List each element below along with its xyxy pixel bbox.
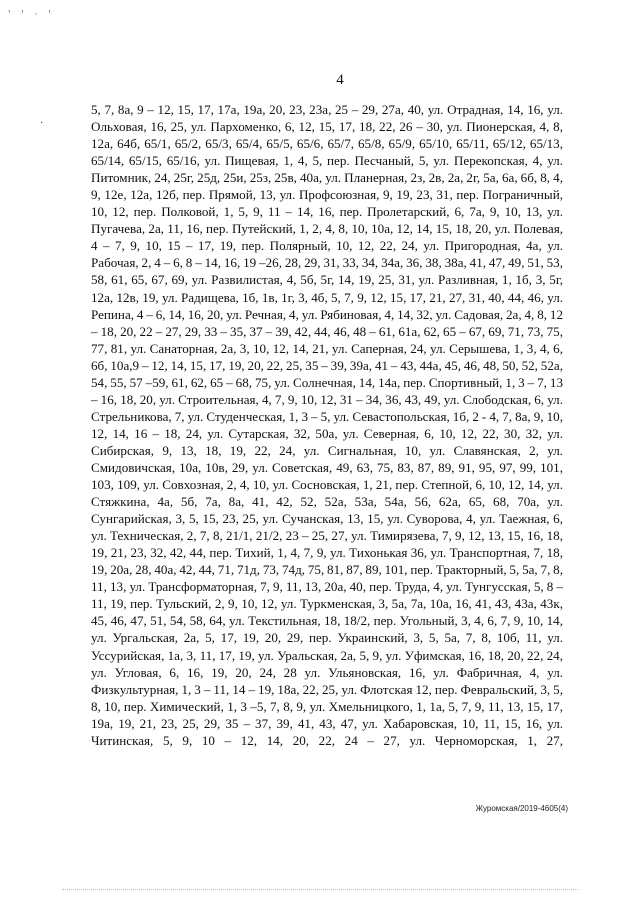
scan-corner-marks: ' ' · ' <box>8 10 55 20</box>
address-list-paragraph: 5, 7, 8а, 9 – 12, 15, 17, 17а, 19а, 20, 23, 23а, 25 – 29, 27а, 40, ул. Отрадная, 14, 16, ул. Ольховая, 16, 25, ул. Пархоменко, 6, 12, 15, 17, 18, 22, 26 – 30, ул. Пионерская, 4, 8, 12а, 64б, 65/1, 65/2, 65/3, 65/4, 65/5, 65/6, 65/7, 65/8, 65/9, 65/10, 65/11, 65/12, 65/13, 65/14, 65/15, 65/16, ул. Пищевая, 1, 4, 5, пер. Песчаный, 5, ул. Перекопская, 4, ул. Питомник, 24, 25г, 25д, 25и, 25з, 25в, 40а, ул. Планерная, 2з, 2в, 2а, 2г, 5а, 6а, 6б, 8, 4, 9, 12е, 12а, 12б, пер. Прямой, 13, ул. Профсоюзная, 9, 19, 23, 31, пер. Пограничный, 10, 12, пер. Полковой, 1, 5, 9, 11 – 14, 16, пер. Пролетарский, 6, 7а, 9, 10, 13, ул. Пугачева, 2а, 11, 16, пер. Путейский, 1, 2, 4, 8, 10, 10а, 12, 14, 15, 18, 20, ул. Полевая, 4 – 7, 9, 10, 15 – 17, 19, пер. Полярный, 10, 12, 22, 24, ул. Пригородная, 4а, ул. Рабочая, 2, 4 – 6, 8 – 14, 16, 19 –26, 28, 29, 31, 33, 34, 34а, 36, 38, 38а, 41, 47, 49, 51, 53, 58, 61, 65, 67, 69, ул. Развилистая, 4, 5б, 5г, 14, 19, 25, 31, ул. Разливная, 1, 1б, 3, 5г, 12а, 12в, 19, ул. Радищева, 1б, 1в, 1г, 3, 4б, 5, 7, 9, 12, 15, 17, 21, 27, 31, 40, 44, 46, ул. Репина, 4 – 6, 14, 16, 20, ул. Речная, 4, ул. Рябиновая, 4, 14, 32, ул. Садовая, 2а, 4, 8, 12 – 18, 20, 22 – 27, 29, 33 – 35, 37 – 39, 42, 44, 46, 48 – 61, 61а, 62, 65 – 67, 69, 71, 73, 75, 77, 81, ул. Санаторная, 2а, 3, 10, 12, 14, 21, ул. Саперная, 24, ул. Серышева, 1, 3, 4, 6, 6б, 10а,9 – 12, 14, 15, 17, 19, 20, 22, 25, 35 – 39, 39а, 41 – 43, 44а, 45, 46, 48, 50, 52, 52а, 54, 55, 57 –59, 61, 62, 65 – 68, 75, ул. Солнечная, 14, 14а, пер. Спортивный, 1, 3 – 7, 13 – 16, 18, 20, ул. Строительная, 4, 7, 9, 10, 12, 31 – 34, 36, 43, 49, ул. Слободская, 6, ул. Стрельникова, 7, ул. Студенческая, 1, 3 – 5, ул. Севастопольская, 1б, 2 - 4, 7, 8а, 9, 10, 12, 14, 16 – 18, 24, ул. Сутарская, 32, 50а, ул. Северная, 6, 10, 12, 22, 30, 32, ул. Сибирская, 9, 13, 18, 19, 22, 24, ул. Сигнальная, 10, ул. Славянская, 2, ул. Смидовичская, 10а, 10в, 29, ул. Советская, 49, 63, 75, 83, 87, 89, 91, 95, 97, 99, 101, 103, 109, ул. Совхозная, 2, 4, 10, ул. Сосновская, 1, 21, пер. Степной, 6, 10, 12, 14, ул. Стяжкина, 4а, 5б, 7а, 8а, 41, 42, 52, 52а, 53а, 54а, 56, 62а, 65, 68, 70а, ул. Сунгарийская, 3, 5, 15, 23, 25, ул. Сучанская, 13, 15, ул. Суворова, 4, ул. Таежная, 6, ул. Техническая, 2, 7, 8, 21/1, 21/2, 23 – 25, 27, ул. Тимирязева, 7, 9, 12, 13, 15, 16, 18, 19, 21, 23, 32, 42, 44, пер. Тихий, 1, 4, 7, 9, ул. Тихонькая 36, ул. Транспортная, 7, 18, 19, 20а, 28, 40а, 42, 44, 71, 71д, 73, 74д, 75, 81, 87, 89, 101, пер. Тракторный, 5, 5а, 7, 8, 11, 13, ул. Трансформаторная, 7, 9, 11, 13, 20а, 40, пер. Труда, 4, ул. Тунгусская, 5, 8 – 11, 19, пер. Тульский, 2, 9, 10, 12, ул. Туркменская, 3, 5а, 7а, 10а, 16, 41, 43, 43а, 43к, 45, 46, 47, 51, 54, 58, 64, ул. Текстильная, 18, 18/2, пер. Угольный, 3, 4, 6, 7, 9, 10, 14, ул. Ургальская, 2а, 5, 17, 19, 20, 29, пер. Украинский, 3, 5, 5а, 7, 8, 10б, 11, ул. Уссурийская, 1а, 3, 11, 17, 19, ул. Уральская, 2а, 5, 9, ул. Уфимская, 16, 18, 20, 22, 24, ул. Угловая, 6, 16, 19, 20, 24, 28 ул. Ульяновская, 16, ул. Фабричная, 4, ул. Физкультурная, 1, 3 – 11, 14 – 19, 18а, 22, 25, ул. Флотская 12, пер. Февральский, 3, 5, 8, 10, пер. Химический, 1, 3 –5, 7, 8, 9, ул. Хмельницкого, 1, 1а, 5, 7, 9, 11, 13, 15, 17, 19а, 19, 21, 23, 25, 29, 35 – 37, 39, 41, 43, 47, ул. Хабаровская, 10, 11, 15, 16, ул. Читинская, 5, 9, 10 – 12, 14, 20, 22, 24 – 27, ул. Черноморская, 1, 27, <box>91 102 563 748</box>
page-number: 4 <box>336 72 344 88</box>
scan-margin-dot: · <box>40 118 44 129</box>
document-footer-code: Журомская/2019-4605(4) <box>475 804 568 813</box>
bottom-rule <box>62 889 578 890</box>
